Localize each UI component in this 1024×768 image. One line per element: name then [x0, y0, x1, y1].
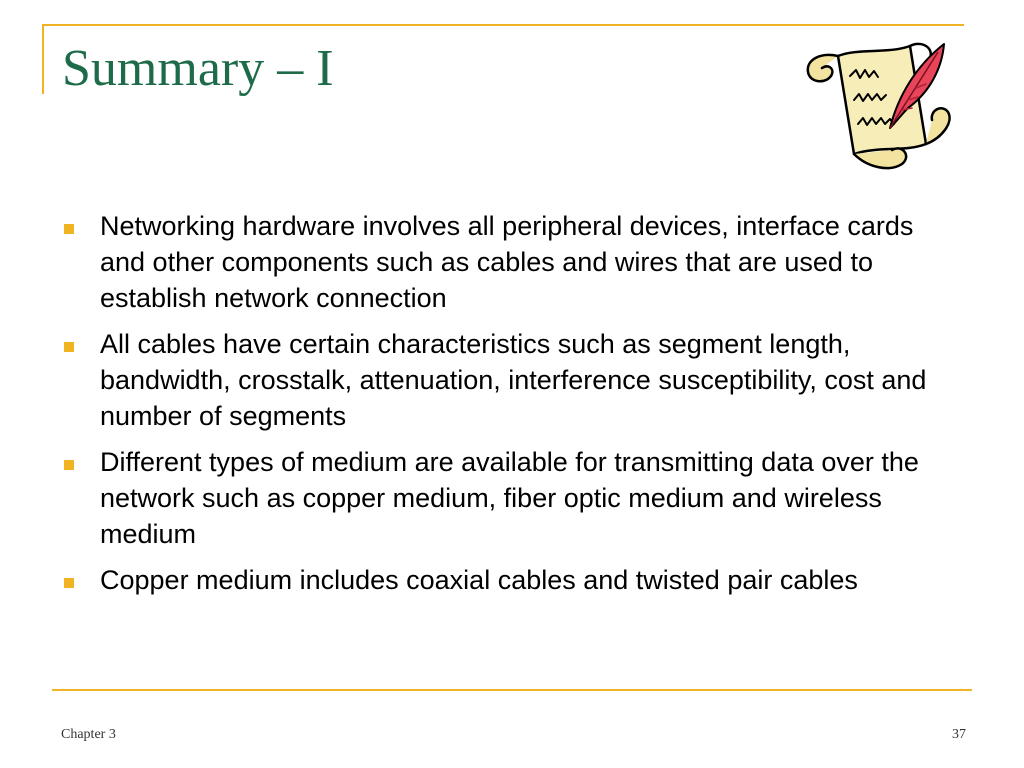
slide-title: Summary – I [62, 40, 334, 97]
bullet-text: Copper medium includes coaxial cables and twisted pair cables [100, 565, 858, 595]
bullet-text: Networking hardware involves all peripheral devices, interface cards and other components such as cables and wires that are used to establish network connection [100, 211, 914, 313]
bullet-item [62, 208, 962, 316]
bullet-text: Different types of medium are available for transmitting data over the network such as copper medium, fiber optic medium and wireless medium [100, 447, 919, 549]
bullet-item [62, 326, 962, 434]
square-bullet-icon [64, 342, 74, 352]
bullet-item [62, 562, 962, 598]
square-bullet-icon [64, 460, 74, 470]
bullet-text: All cables have certain characteristics such as segment length, bandwidth, crosstalk, attenuation, interference susceptibility, cost and number of segments [100, 329, 927, 431]
footer-chapter-label: Chapter 3 [61, 727, 116, 742]
frame-left-line [42, 24, 44, 94]
bullet-list [62, 208, 962, 608]
footer-divider [52, 689, 972, 691]
square-bullet-icon [64, 224, 74, 234]
bullet-item [62, 444, 962, 552]
square-bullet-icon [64, 578, 74, 588]
scroll-with-quill-icon [798, 26, 960, 184]
page-number: 37 [952, 727, 966, 742]
